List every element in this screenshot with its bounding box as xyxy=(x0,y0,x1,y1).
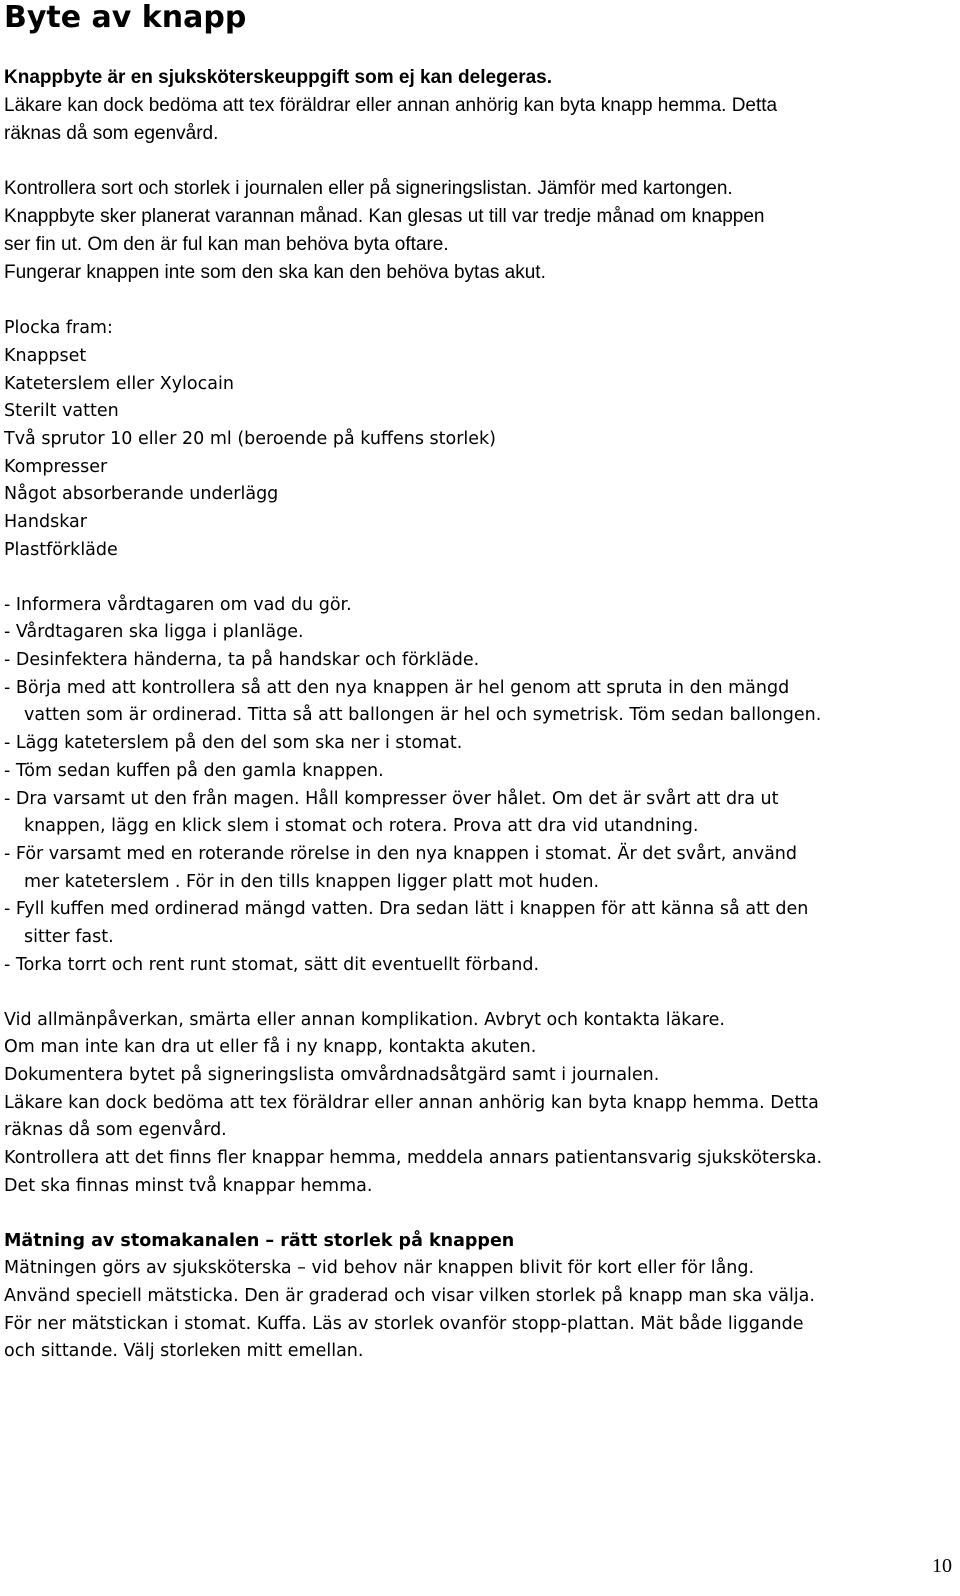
step-line: - Dra varsamt ut den från magen. Håll kompresser över hålet. Om det är svårt att dra ut xyxy=(4,789,779,809)
intro-line: räknas då som egenvård. xyxy=(4,123,219,144)
control-line: ser fin ut. Om den är ful kan man behöva byta oftare. xyxy=(4,234,449,255)
step-line: - Lägg kateterslem på den del som ska ner i stomat. xyxy=(4,733,463,753)
page-title: Byte av knapp xyxy=(4,0,247,35)
step-line: - Desinfektera händerna, ta på handskar och förkläde. xyxy=(4,650,480,670)
supply-item: Kateterslem eller Xylocain xyxy=(4,374,234,394)
step-continuation: vatten som är ordinerad. Titta så att ballongen är hel och symetrisk. Töm sedan ballongen. xyxy=(24,705,822,725)
step-line: - Vårdtagaren ska ligga i planläge. xyxy=(4,622,304,642)
step-line: - Torka torrt och rent runt stomat, sätt dit eventuellt förband. xyxy=(4,955,540,975)
note-line: Om man inte kan dra ut eller få i ny knapp, kontakta akuten. xyxy=(4,1037,537,1057)
control-line: Fungerar knappen inte som den ska kan den behöva bytas akut. xyxy=(4,262,546,283)
note-line: Det ska finnas minst två knappar hemma. xyxy=(4,1176,373,1196)
note-line: räknas då som egenvård. xyxy=(4,1120,227,1140)
supply-item: Kompresser xyxy=(4,457,108,477)
measurement-heading: Mätning av stomakanalen – rätt storlek på knappen xyxy=(4,1231,515,1251)
control-line: Kontrollera sort och storlek i journalen eller på signeringslistan. Jämför med kartongen. xyxy=(4,178,733,199)
supply-item: Något absorberande underlägg xyxy=(4,484,279,504)
intro-line: Läkare kan dock bedöma att tex föräldrar eller annan anhörig kan byta knapp hemma. Detta xyxy=(4,95,778,116)
measurement-line: och sittande. Välj storleken mitt emellan. xyxy=(4,1341,364,1361)
note-line: Kontrollera att det finns fler knappar hemma, meddela annars patientansvarig sjuksköterska. xyxy=(4,1148,823,1168)
step-continuation: sitter fast. xyxy=(24,927,114,947)
supply-item: Plastförkläde xyxy=(4,540,118,560)
step-line: - Informera vårdtagaren om vad du gör. xyxy=(4,595,352,615)
measurement-line: För ner mätstickan i stomat. Kuffa. Läs av storlek ovanför stopp-plattan. Mät både liggande xyxy=(4,1314,804,1334)
supply-item: Knappset xyxy=(4,346,87,366)
note-line: Vid allmänpåverkan, smärta eller annan komplikation. Avbryt och kontakta läkare. xyxy=(4,1010,725,1030)
step-continuation: knappen, lägg en klick slem i stomat och rotera. Prova att dra vid utandning. xyxy=(24,816,699,836)
note-line: Läkare kan dock bedöma att tex föräldrar eller annan anhörig kan byta knapp hemma. Detta xyxy=(4,1093,819,1113)
supply-item: Sterilt vatten xyxy=(4,401,119,421)
measurement-line: Mätningen görs av sjuksköterska – vid behov när knappen blivit för kort eller för lång. xyxy=(4,1258,755,1278)
step-line: - Töm sedan kuffen på den gamla knappen. xyxy=(4,761,384,781)
step-continuation: mer kateterslem . För in den tills knappen ligger platt mot huden. xyxy=(24,872,600,892)
step-line: - Fyll kuffen med ordinerad mängd vatten. Dra sedan lätt i knappen för att känna så att den xyxy=(4,899,809,919)
step-line: - För varsamt med en roterande rörelse in den nya knappen i stomat. Är det svårt, använd xyxy=(4,844,798,864)
supply-item: Handskar xyxy=(4,512,87,532)
step-line: - Börja med att kontrollera så att den nya knappen är hel genom att spruta in den mängd xyxy=(4,678,790,698)
supply-item: Två sprutor 10 eller 20 ml (beroende på kuffens storlek) xyxy=(4,429,496,449)
control-line: Knappbyte sker planerat varannan månad. Kan glesas ut till var tredje månad om knappen xyxy=(4,206,765,227)
intro-bold-line: Knappbyte är en sjuksköterskeuppgift som ej kan delegeras. xyxy=(4,67,553,88)
supplies-heading: Plocka fram: xyxy=(4,318,113,338)
measurement-line: Använd speciell mätsticka. Den är graderad och visar vilken storlek på knapp man ska välja. xyxy=(4,1286,815,1306)
page-number: 10 xyxy=(932,1555,952,1577)
note-line: Dokumentera bytet på signeringslista omvårdnadsåtgärd samt i journalen. xyxy=(4,1065,660,1085)
